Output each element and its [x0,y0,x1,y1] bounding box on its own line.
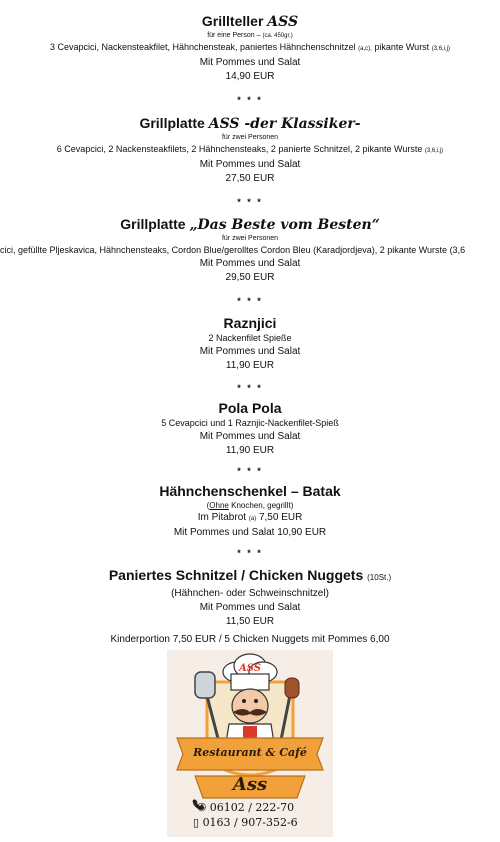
item-subtitle-text: Knochen, gegrillt) [231,501,294,510]
item-subtitle-text: für eine Person – [207,32,261,39]
item-title-script: ASS [267,14,299,30]
menu-item-pola-pola [0,399,500,458]
item-sides: Mit Pommes und Salat [199,57,301,68]
logo-name: Ass [232,774,268,795]
item-pita-line [0,511,500,526]
item-price: 11,50 EUR [225,616,275,627]
item-title: Hähnchenschenkel – Batak [159,483,341,499]
item-title-text: Grillplatte [120,216,186,232]
item-price: 11,90 EUR [225,445,275,456]
item-sides: Mit Pommes und Salat [199,431,301,442]
paren-open: ( [206,501,210,510]
separator: * * * [237,197,263,207]
item-price: 7,50 EUR [258,512,303,523]
phone-icon: ✆ [197,801,207,814]
item-subtitle: für zwei Personen [221,134,279,141]
item-title-script: ASS -der Klassiker- [208,116,361,132]
item-price: 14,90 EUR [225,71,275,82]
item-description [0,41,500,56]
item-description-text: cici, gefüllte Pljeskavica, Hähnchensteaks, Cordon Blue/gerolltes Cordon Bleu (Karadjordjeva), 2 pikante Wurste (3,6 [0,245,466,255]
kids-portion-note: Kinderportion 7,50 EUR / 5 Chicken Nuggets mit Pommes 6,00 [110,634,390,645]
phone-mobile: 0163 / 907-352-6 [202,816,298,829]
item-title-text: Grillteller [201,13,264,29]
item-subtitle [0,500,500,511]
phone-landline: 06102 / 222-70 [209,801,295,814]
menu-item-schnitzel-nuggets [0,566,500,647]
item-title: Pola Pola [218,400,282,416]
item-description-text: 6 Cevapcici, 2 Nackensteakfilets, 2 Hähnchensteaks, 2 panierte Schnitzel, 2 pikante Wurste [56,144,423,154]
item-title-text: Grillplatte [139,115,205,131]
logo-hat-text: ASS [239,663,261,674]
allergen-note: (a,c), [358,46,372,52]
item-sides: Mit Pommes und Salat [199,258,301,269]
item-title: Raznjici [223,315,277,331]
item-description-text: 3 Cevapcici, Nackensteakfilet, Hähnchensteak, paniertes Hähnchenschnitzel [49,42,356,52]
item-title [0,12,500,31]
item-title-note: (10St.) [367,573,392,582]
item-description: 5 Cevapcici und 1 Raznjic-Nackenfilet-Spieß [161,418,339,428]
item-subtitle-underlined: Ohne [209,501,229,510]
menu-item-raznjici [0,314,500,373]
item-description [0,244,500,257]
item-sides: Mit Pommes und Salat [199,159,301,170]
item-subtitle-note: (ca. 450gr.) [262,33,293,39]
separator: * * * [237,95,263,105]
item-variant: (Hähnchen- oder Schweinschnitzel) [171,588,329,599]
item-title [0,215,500,234]
item-title-script: „Das Beste vom Besten“ [189,217,380,233]
item-title [0,114,500,133]
menu-item-haehnchenschenkel [0,482,500,540]
item-sides: Mit Pommes und Salat [199,346,301,357]
separator: * * * [237,296,263,306]
item-description-tail: pikante Wurst [374,42,430,52]
item-subtitle: für zwei Personen [221,235,279,242]
item-description: 2 Nackenfilet Spieße [208,333,292,343]
separator: * * * [237,548,263,558]
menu-item-grillplatte-beste [0,215,500,285]
menu-item-grillteller [0,12,500,84]
allergen-note: (3,6,i,j) [431,46,451,52]
item-sides-price: Mit Pommes und Salat 10,90 EUR [173,527,327,538]
menu-item-grillplatte-klassiker [0,114,500,186]
restaurant-logo [167,650,333,837]
item-price: 11,90 EUR [225,360,275,371]
item-title [0,566,500,587]
item-title-text: Paniertes Schnitzel / Chicken Nuggets [108,567,364,583]
logo-phone-line [197,801,333,814]
item-price: 27,50 EUR [225,173,275,184]
logo-mobile-line [193,816,333,829]
item-description [0,143,500,158]
item-price: 29,50 EUR [225,272,275,283]
logo-banner-text: Restaurant & Café [193,746,307,759]
allergen-note: (a) [248,516,257,522]
mobile-icon: ▯ [193,816,200,829]
item-subtitle [0,31,500,41]
separator: * * * [237,383,263,393]
item-pita-label: Im Pitabrot [197,512,247,523]
item-sides: Mit Pommes und Salat [199,602,301,613]
separator: * * * [237,466,263,476]
allergen-note: (3,6,i,j) [424,148,444,154]
